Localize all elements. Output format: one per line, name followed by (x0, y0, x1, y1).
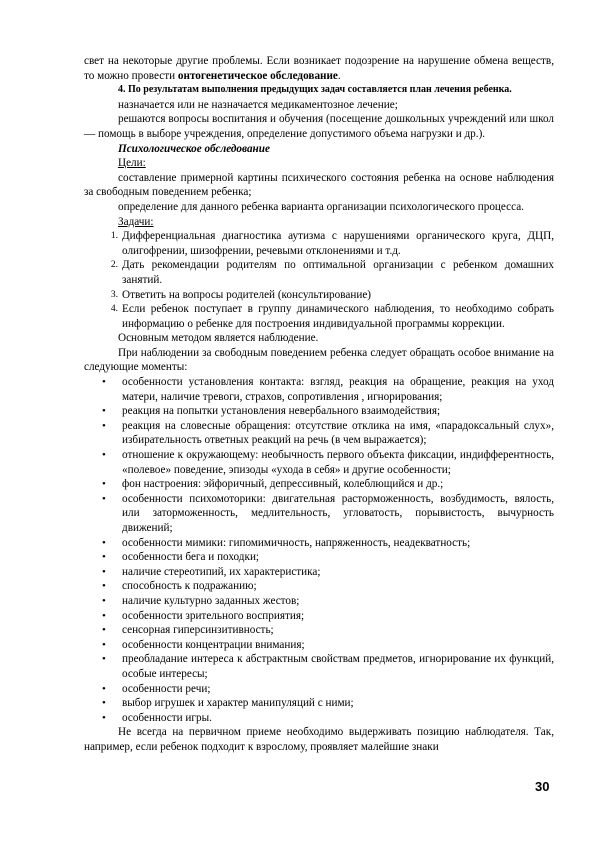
list-item-text: Дифференциальная диагностика аутизма с нарушениями органического круга, ДЦП, олигофрении, шизофрении, речевыми отклонениями и т.д. (122, 230, 554, 257)
bullet-icon: • (102, 551, 106, 564)
list-item (84, 536, 554, 551)
list-item-text: особенности игры. (122, 711, 212, 724)
tasks-label: Задачи: (118, 215, 154, 228)
list-item (84, 711, 554, 726)
list-item-text: сенсорная гиперсинзитивность; (122, 624, 274, 637)
bullet-icon: • (102, 492, 106, 505)
bullet-icon: • (102, 419, 106, 432)
bullet-icon: • (102, 536, 106, 549)
list-item-text: особенности бега и походки; (122, 551, 260, 564)
observation-intro: При наблюдении за свободным поведением ребенка следует обращать особое внимание на следующие моменты: (84, 346, 554, 374)
bullet-icon: • (102, 594, 106, 607)
list-item (84, 696, 554, 711)
bullet-icon: • (102, 638, 106, 651)
list-item-text: наличие культурно заданных жестов; (122, 594, 300, 607)
list-item (84, 492, 554, 536)
list-item-text: особенности зрительного восприятия; (122, 609, 305, 622)
list-item-text: особенности установления контакта: взгляд, реакция на обращение, реакция на уход матери, наличие тревоги, страхов, сопротивления , игнорирования; (122, 376, 554, 403)
bullet-icon: • (102, 682, 106, 695)
list-item-text: Дать рекомендации родителям по оптимальной организации с ребенком домашних занятий. (122, 259, 554, 286)
list-item-text: реакция на словесные обращения: отсутствие отклика на имя, «парадоксальный слух», избирательность ответных реакций на речь (в чем выражается); (122, 419, 554, 447)
list-item (84, 682, 554, 697)
list-item (84, 579, 554, 594)
list-item (84, 609, 554, 624)
list-item-text: особенности речи; (122, 682, 211, 695)
list-item (84, 375, 554, 404)
list-item-text: особенности мимики: гипомимичность, напряженность, неадекватность; (122, 536, 471, 549)
list-item (84, 419, 554, 448)
bullet-icon: • (102, 376, 106, 389)
list-item-text: выбор игрушек и характер манипуляций с ними; (122, 697, 354, 710)
intro-paragraph (84, 54, 554, 83)
list-item (84, 448, 554, 477)
list-item-text: Если ребенок поступает в группу динамического наблюдения, то необходимо собрать информацию о ребенке для построения индивидуальной программы коррекции. (122, 303, 554, 330)
bullet-icon: • (102, 565, 106, 578)
bullet-icon: • (102, 653, 106, 666)
main-method: Основным методом является наблюдение. (118, 332, 319, 345)
list-item (84, 565, 554, 580)
list-item-text: наличие стереотипий, их характеристика; (122, 565, 321, 578)
list-item (84, 477, 554, 492)
list-item (84, 550, 554, 565)
list-item-text: особенности психомоторики: двигательная расторможенность, возбудимость, вялость, или заторможенность, медлительность, угловатость, порывистость, вычурность движений; (122, 492, 554, 534)
closing-paragraph: Не всегда на первичном приеме необходимо выдерживать позицию наблюдателя. Так, например, если ребенок подходит к взрослому, проявляет малейшие знаки (84, 726, 554, 753)
list-item (84, 229, 554, 258)
list-item (84, 652, 554, 681)
list-item-number: 3. (110, 289, 118, 300)
goal-2: определение для данного ребенка варианта организации психологического процесса. (118, 200, 524, 213)
intro-text-end: . (337, 69, 341, 82)
bullet-icon: • (102, 697, 106, 710)
plan-line-2: решаются вопросы воспитания и обучения (посещение дошкольных учреждений или школ — помощь в выборе учреждения, определение допустимого объема нагрузки и др.). (84, 113, 554, 140)
list-item-text: Ответить на вопросы родителей (консультирование) (122, 288, 372, 301)
bullet-icon: • (102, 580, 106, 593)
intro-bold-term: онтогенетическое обследование (177, 69, 338, 82)
bullet-icon: • (102, 609, 106, 622)
bullet-icon: • (102, 711, 106, 724)
list-item-text: отношение к окружающему: необычность первого объекта фиксации, индифферентность, «полевое» поведение, эпизоды «ухода в себя» и другие особенности; (122, 449, 554, 476)
list-item-text: фон настроения: эйфоричный, депрессивный, колеблющийся и др.; (122, 478, 444, 491)
list-item (84, 638, 554, 653)
list-item (84, 258, 554, 287)
plan-heading: 4. По результатам выполнения предыдущих задач составляется план лечения ребенка. (118, 84, 512, 96)
list-item-text: преобладание интереса к абстрактным свойствам предметов, игнорирование их функций, особые интересы; (122, 653, 554, 680)
list-item-text: реакция на попытки установления невербального взаимодействия; (122, 405, 441, 418)
list-item-text: способность к подражанию; (122, 580, 257, 593)
bullet-icon: • (102, 478, 106, 491)
plan-line-1: назначается или не назначается медикаментозное лечение; (118, 98, 398, 111)
list-item (84, 594, 554, 609)
goals-label: Цели: (118, 157, 146, 170)
bullet-icon: • (102, 624, 106, 637)
list-item (84, 302, 554, 331)
psych-heading: Психологическое обследование (118, 142, 270, 155)
list-item-number: 1. (110, 231, 118, 242)
observation-list (84, 375, 554, 725)
list-item (84, 404, 554, 419)
goal-1: составление примерной картины психического состояния ребенка на основе наблюдения за свободным поведением ребенка; (84, 171, 554, 199)
bullet-icon: • (102, 449, 106, 462)
intro-text: свет на некоторые другие проблемы. Если возникает подозрение на нарушение обмена веществ, то можно провести (84, 55, 554, 82)
page-number: 30 (535, 779, 550, 794)
list-item (84, 288, 554, 303)
list-item-number: 4. (110, 304, 118, 315)
list-item (84, 623, 554, 638)
tasks-list (84, 229, 554, 331)
list-item-number: 2. (110, 260, 118, 271)
document-page (84, 54, 554, 755)
bullet-icon: • (102, 405, 106, 418)
list-item-text: особенности концентрации внимания; (122, 638, 305, 651)
